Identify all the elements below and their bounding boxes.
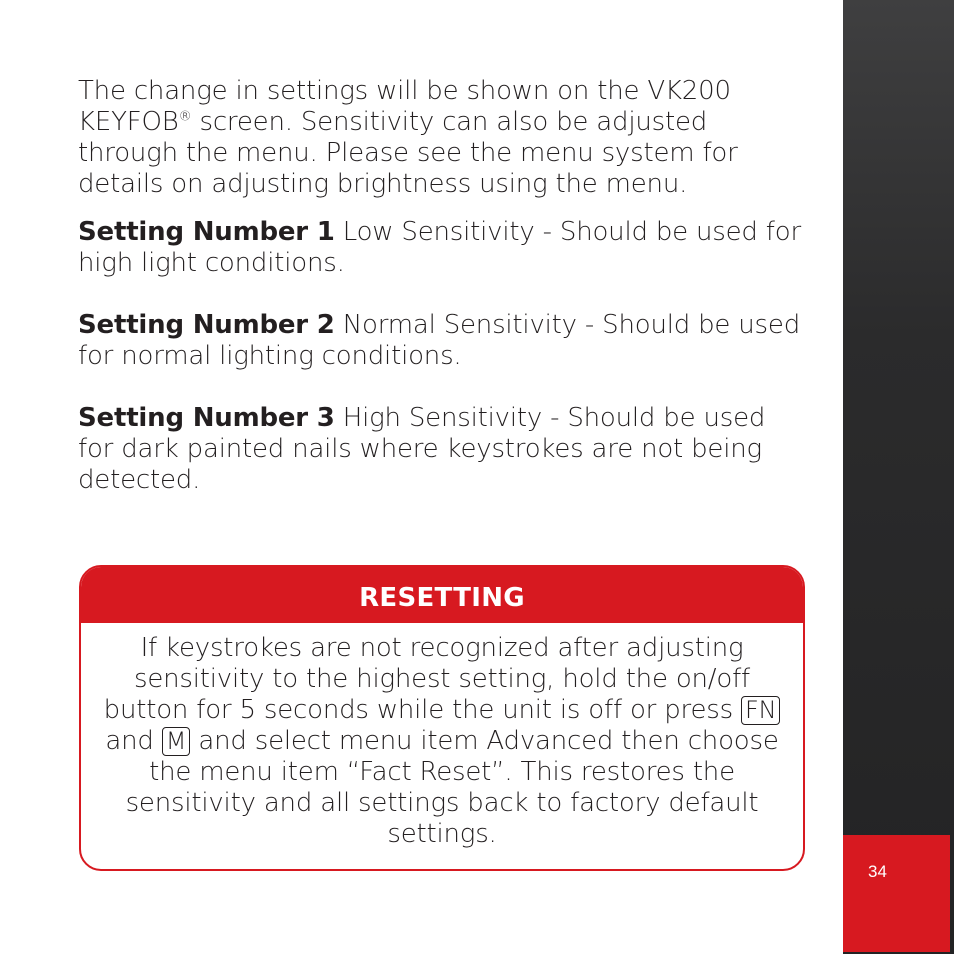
setting-3 — [78, 403, 808, 496]
intro-text-1: The change in settings will be shown on the VK200 KEYFOB — [78, 76, 731, 137]
resetting-text-1: If keystrokes are not recognized after adjusting sensitivity to the highest setting, hold the on/off button for 5 seconds while the unit is off or press — [103, 633, 750, 725]
registered-mark: ® — [178, 109, 192, 125]
fn-key: FN — [741, 696, 780, 725]
resetting-body — [81, 623, 803, 850]
intro-text-2: screen. Sensitivity can also be adjusted through the menu. Please see the menu system for details on adjusting brightness using the menu. — [78, 107, 738, 199]
main-content — [78, 76, 808, 496]
setting-1-term: Setting Number 1 — [78, 217, 335, 247]
page-number-tab — [843, 835, 950, 952]
setting-1-description: Low Sensitivity - Should be used for high light conditions. — [78, 217, 801, 278]
resetting-title: RESETTING — [81, 567, 803, 623]
m-key: M — [162, 727, 191, 756]
resetting-and-text: and — [105, 726, 162, 756]
side-bar — [843, 0, 954, 954]
intro-paragraph — [78, 76, 808, 200]
page-number: 34 — [868, 862, 887, 881]
setting-3-description: High Sensitivity - Should be used for dark painted nails where keystrokes are not being detected. — [78, 403, 766, 495]
setting-1 — [78, 217, 808, 279]
resetting-text-2: and select menu item Advanced then choose the menu item “Fact Reset”. This restores the sensitivity and all settings back to factory default settings. — [125, 726, 779, 849]
setting-2 — [78, 310, 808, 372]
setting-2-description: Normal Sensitivity - Should be used for normal lighting conditions. — [78, 310, 801, 371]
setting-2-term: Setting Number 2 — [78, 310, 335, 340]
setting-3-term: Setting Number 3 — [78, 403, 335, 433]
resetting-callout — [79, 565, 805, 871]
